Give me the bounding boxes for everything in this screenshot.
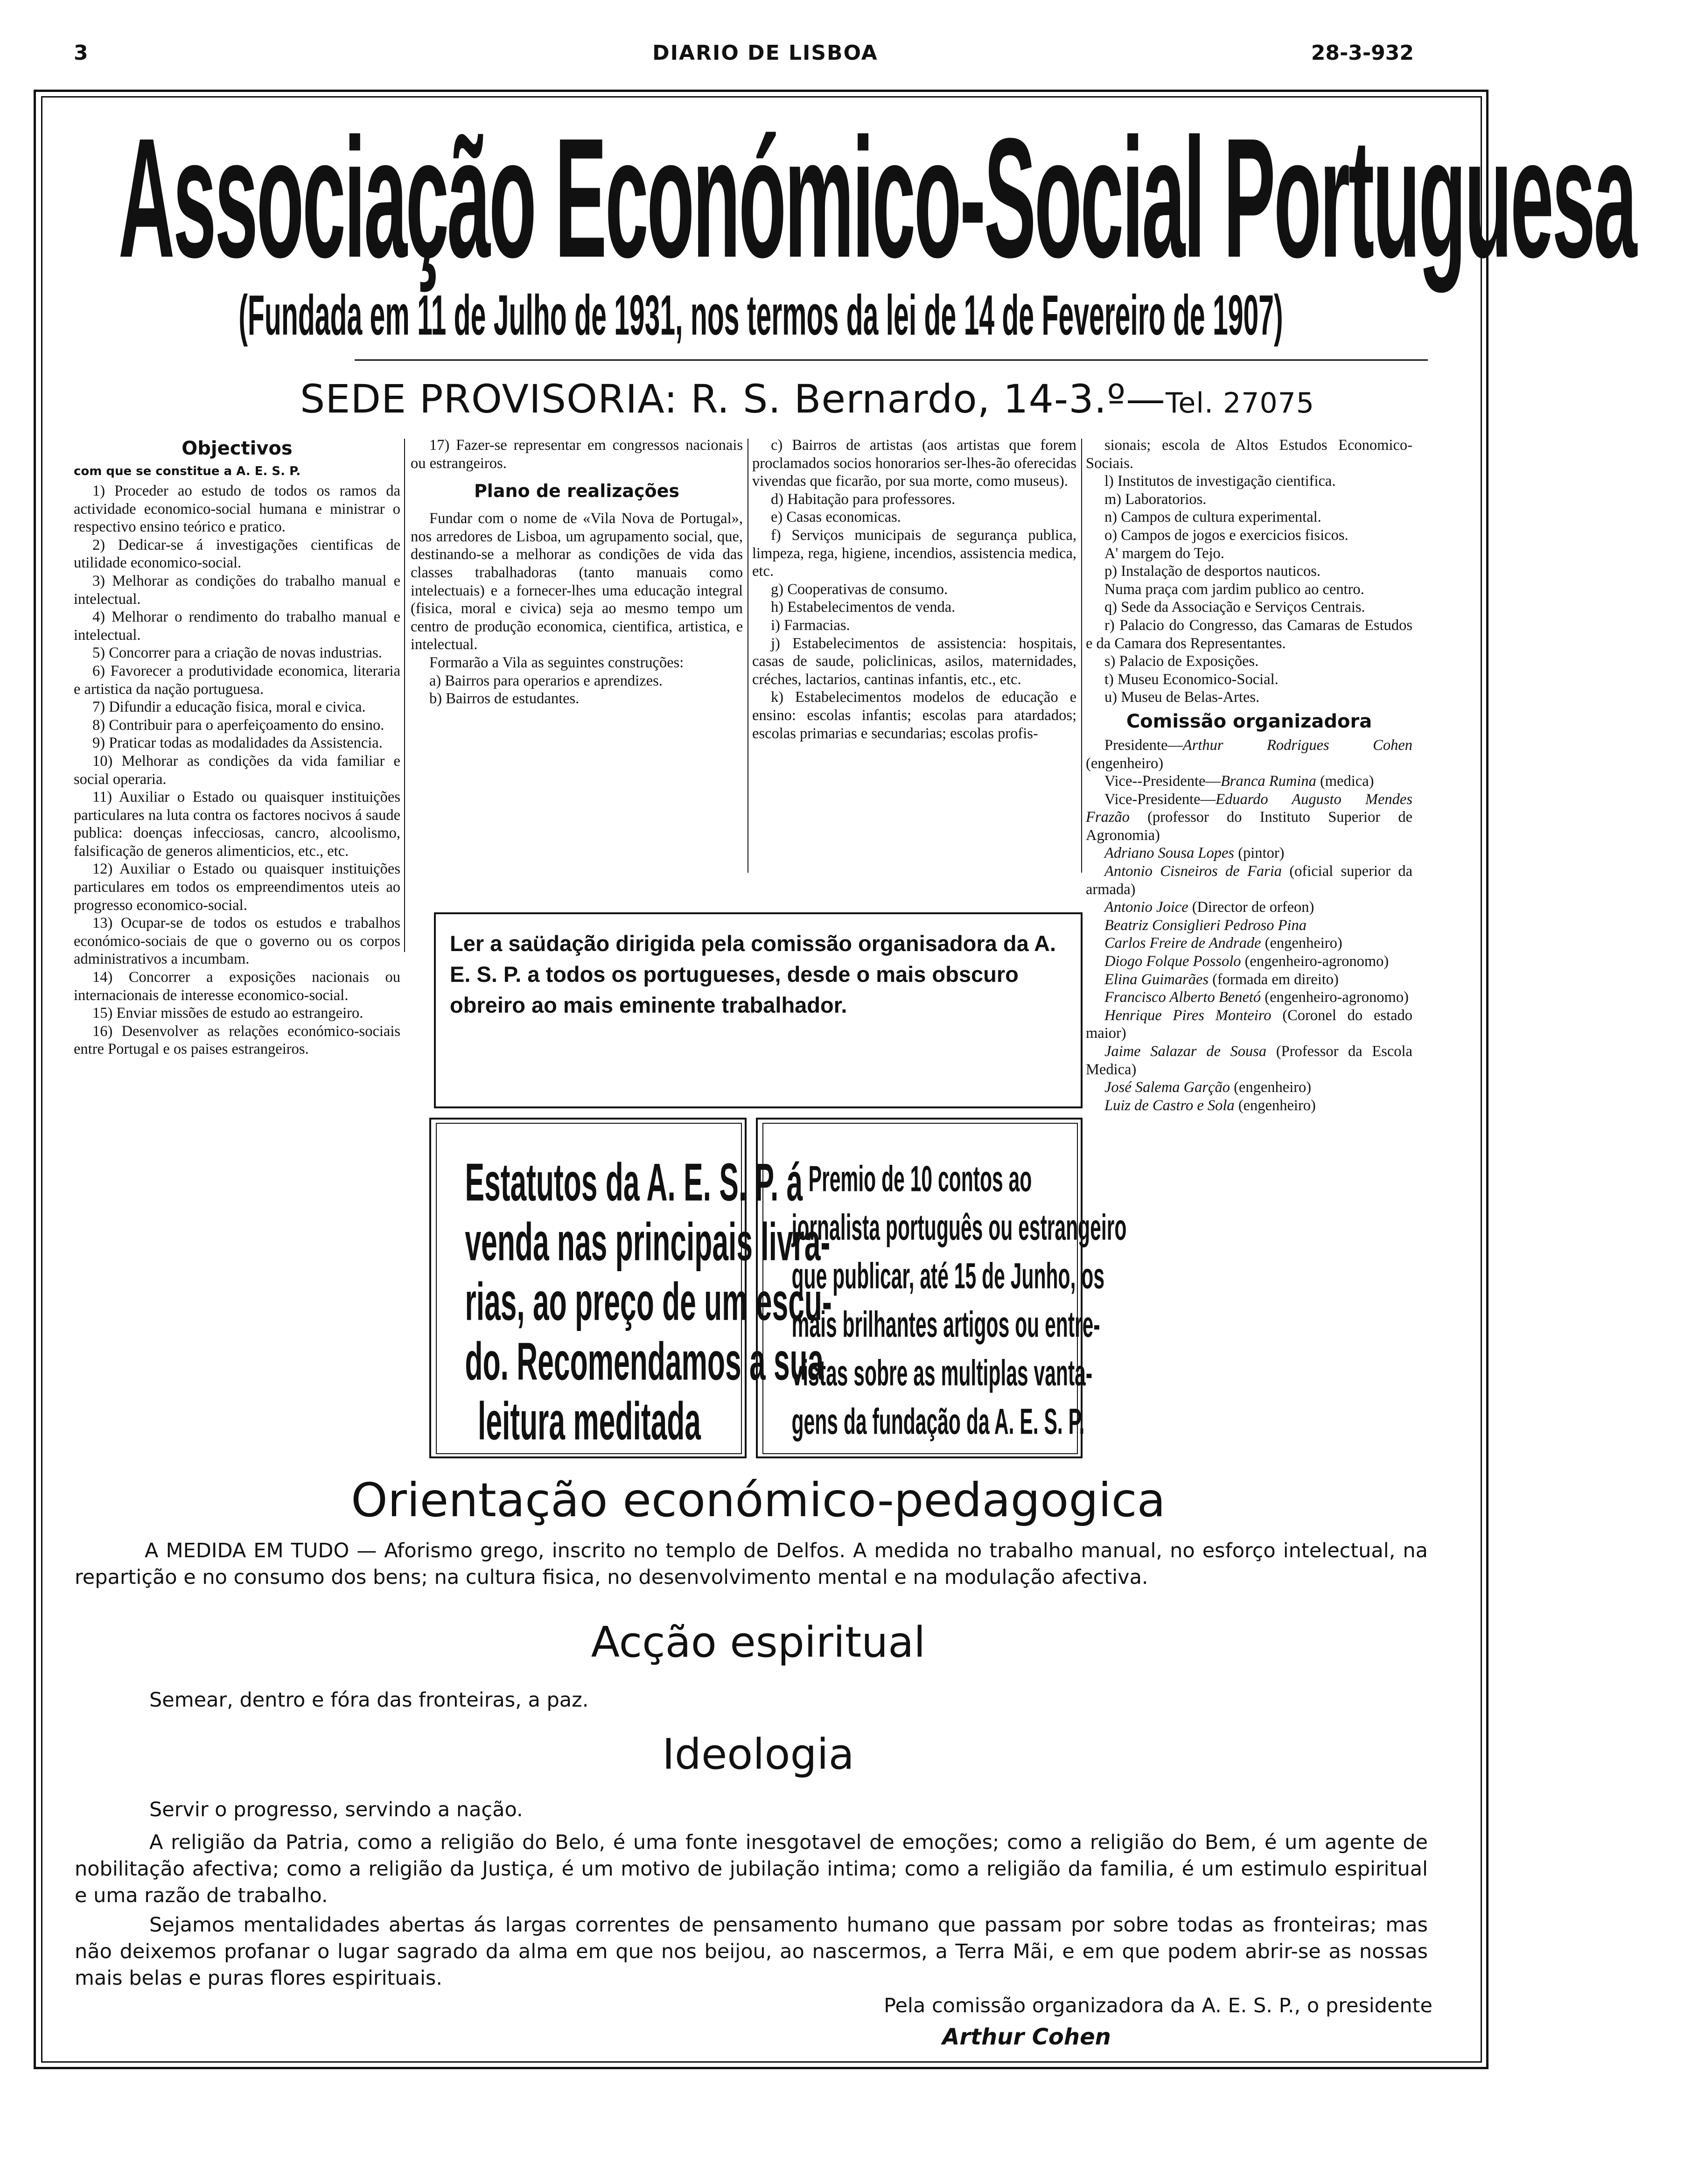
comissao-member	[1086, 1007, 1412, 1043]
list-item: 15) Enviar missões de estudo ao estrangeiro.	[92, 1005, 363, 1022]
list-item: b) Bairros de estudantes.	[429, 690, 580, 707]
list-item: 2) Dedicar-se á investigações cientificas de utilidade economico-social.	[74, 536, 400, 572]
member-note: (pintor)	[1234, 845, 1285, 862]
list-item: Numa praça com jardim publico ao centro.	[1104, 581, 1364, 598]
comissao-member	[1086, 934, 1412, 952]
box-line: do. Recomendamos a sua	[465, 1332, 824, 1392]
member-name: Antonio Joice	[1104, 899, 1188, 916]
signature-line: Pela comissão organizadora da A. E. S. P., o presidente	[884, 1994, 1432, 2017]
list-item: 3) Melhorar as condições do trabalho manual e intelectual.	[74, 572, 400, 608]
list-item: p) Instalação de desportos nauticos.	[1104, 563, 1321, 580]
subtitle-text: (Fundada em 11 de Julho de 1931, nos termos da lei de 14 de Fevereiro de 1907)	[238, 283, 1283, 347]
comissao-member	[1086, 736, 1412, 772]
member-name: Eduardo Augusto Mendes Frazão	[1086, 791, 1412, 826]
list-item: i) Farmacias.	[771, 616, 850, 634]
objectivos-list	[74, 482, 400, 1058]
page-number: 3	[74, 41, 88, 65]
member-name: Branca Rumina	[1220, 773, 1316, 790]
comissao-member	[1086, 862, 1412, 898]
comissao-member	[1086, 791, 1412, 845]
box-line: vistas sobre as multiplas vanta-	[791, 1353, 1093, 1394]
list-item: 11) Auxiliar o Estado ou quaisquer instituições particulares na luta contra os factores nocivos á saude publica: doenças infecciosas, cancro, alcoolismo, falsificação de generos alimenticios, etc., etc.	[74, 789, 400, 860]
list-item: Fundar com o nome de «Vila Nova de Portugal», nos arredores de Lisboa, um agrupamento social, que, destinando-se a melhorar as condições de vida das classes trabalhadoras (tanto manuais como intelectuais) e a fornecer-lhes uma educação integral (fisica, moral e civica) seja ao mesmo tempo um centro de produção economica, cientifica, artistica, e intelectual.	[411, 510, 743, 653]
list-item: 4) Melhorar o rendimento do trabalho manual e intelectual.	[74, 609, 400, 644]
list-item: l) Institutos de investigação cientifica.	[1104, 473, 1336, 490]
member-name: Jaime Salazar de Sousa	[1104, 1043, 1267, 1060]
list-item: m) Laboratorios.	[1104, 490, 1207, 508]
box-line: leitura meditada	[478, 1392, 701, 1451]
list-item: h) Estabelecimentos de venda.	[771, 599, 956, 616]
member-role: Vice-Presidente—	[1104, 791, 1216, 808]
plano-paragraphs	[411, 510, 743, 672]
list-item: 6) Favorecer a produtividade economica, literaria e artistica da nação portuguesa.	[74, 662, 400, 698]
member-name: Adriano Sousa Lopes	[1104, 845, 1235, 862]
member-name: Luiz de Castro e Sola	[1104, 1097, 1235, 1114]
headline	[70, 103, 1635, 293]
list-item: 9) Praticar todas as modalidades da Assistencia.	[92, 735, 383, 752]
member-note: (Coronel do estado maior)	[1086, 1007, 1412, 1042]
issue-date: 28-3-932	[1311, 41, 1414, 65]
construcoes-list	[752, 436, 1076, 742]
column-rule	[404, 439, 405, 952]
member-name: Carlos Freire de Andrade	[1104, 935, 1261, 952]
member-note: (formada em direito)	[1208, 971, 1339, 988]
box-line: jornalista português ou estrangeiro	[791, 1207, 1127, 1248]
list-item: 13) Ocupar-se de todos os estudos e trabalhos económico-sociais de que o governo ou os corpos administrativos a incumbam.	[74, 915, 400, 968]
box-line: Estatutos da A. E. S. P. á	[465, 1153, 803, 1212]
headline-text: Associação Económico-Social Portuguesa	[118, 103, 1635, 293]
accao-text: Semear, dentro e fóra das fronteiras, a paz.	[149, 1688, 589, 1712]
list-item: e) Casas economicas.	[771, 509, 901, 526]
list-item: t) Museu Economico-Social.	[1104, 671, 1279, 688]
orientacao-lead: A MEDIDA EM TUDO —	[145, 1539, 377, 1562]
box-line: mais brilhantes artigos ou entre-	[791, 1304, 1100, 1345]
subtitle	[177, 285, 1344, 345]
estatutos-box	[429, 1118, 832, 1458]
member-name: Diogo Folque Possolo	[1104, 953, 1241, 970]
list-item: d) Habitação para professores.	[771, 490, 956, 508]
newspaper-name: DIARIO DE LISBOA	[652, 41, 878, 65]
ideologia-p3: Sejamos mentalidades abertas ás largas correntes de pensamento humano que passam por sobre todas as fronteiras; mas não deixemos profanar o lugar sagrado da alma em que nos beijou, ao nascermos, a Terra Mãi, e em que podem abrir-se as nossas mais belas e puras flores espirituais.	[75, 1913, 1428, 1990]
list-item: 7) Difundir a educação fisica, moral e civica.	[92, 699, 366, 716]
member-note: (medica)	[1316, 773, 1374, 790]
member-role: Presidente—	[1104, 736, 1183, 754]
accao-title: Acção espiritual	[591, 1618, 926, 1667]
member-note: (engenheiro-agronomo)	[1241, 953, 1389, 970]
member-name: José Salema Garção	[1104, 1079, 1230, 1096]
objectivos-heading: Objectivos	[182, 438, 293, 459]
member-role: Vice--Presidente—	[1104, 773, 1221, 790]
ideologia-title: Ideologia	[662, 1730, 854, 1779]
construcoes-list-cont	[1086, 436, 1412, 707]
member-name: Beatriz Consiglieri Pedroso Pina	[1104, 917, 1307, 934]
list-item: 1) Proceder ao estudo de todos os ramos da actividade economico-social humana e ministrar o respectivo ensino teórico e pratico.	[74, 483, 400, 536]
comissao-column	[1086, 436, 1412, 1463]
orientacao-text	[75, 1538, 1428, 1591]
list-item: 17) Fazer-se representar em congressos nacionais ou estrangeiros.	[411, 437, 743, 472]
signature-name: Arthur Cohen	[942, 2024, 1111, 2050]
list-item: c) Bairros de artistas (aos artistas que forem proclamados socios honorarios ser-lhes-ão oferecidas vivendas que ficarão, por sua morte, como museus).	[752, 437, 1076, 490]
comissao-heading: Comissão organizadora	[1126, 710, 1372, 732]
list-item: n) Campos de cultura experimental.	[1104, 509, 1321, 526]
premio-text	[763, 1143, 1127, 1442]
comissao-members	[1086, 736, 1412, 1114]
list-item: 8) Contribuir para o aperfeiçoamento do ensino.	[92, 716, 384, 734]
comissao-member	[1086, 844, 1412, 862]
orientacao-title: Orientação económico-pedagogica	[351, 1473, 1166, 1527]
comissao-member	[1086, 898, 1412, 917]
saudacao-text: Ler a saüdação dirigida pela comissão organisadora da A. E. S. P. a todos os portugueses, desde o mais obscuro obreiro ao mais eminente trabalhador.	[450, 931, 1056, 1017]
comissao-member	[1086, 952, 1412, 971]
objectivos-subheading: com que se constitue a A. E. S. P.	[74, 464, 301, 478]
list-item: 14) Concorrer a exposições nacionais ou internacionais de interesse economico-social.	[74, 969, 400, 1004]
sede-address: SEDE PROVISORIA: R. S. Bernardo, 14-3.º—	[300, 376, 1166, 422]
divider-rule	[355, 359, 1428, 361]
sede-tel: Tel. 27075	[1165, 387, 1315, 420]
member-name: Francisco Alberto Benetó	[1104, 989, 1261, 1006]
box-line: rias, ao preço de um escu-	[465, 1272, 832, 1332]
objectivos-column	[74, 436, 400, 1472]
ideologia-p2: A religião da Patria, como a religião do Belo, é uma fonte inesgotavel de emoções; como a religião do Bem, é um agente de nobilitação afectiva; como a religião da Justiça, é um motivo de jubilação intima; como a religião da familia, é um estimulo espiritual e uma razão de trabalho.	[75, 1831, 1428, 1907]
list-item: r) Palacio do Congresso, das Camaras de Estudos e da Camara dos Representantes.	[1086, 616, 1412, 652]
estatutos-text	[438, 1138, 832, 1451]
saudacao-box	[434, 912, 1083, 1108]
orientacao-body: Aforismo grego, inscrito no templo de Delfos. A medida no trabalho manual, no esforço intelectual, na repartição e no consumo dos bens; na cultura fisica, no desenvolvimento mental e na modulação afectiva.	[75, 1539, 1428, 1589]
comissao-member	[1086, 971, 1412, 989]
plano-list	[411, 672, 743, 708]
member-name: Arthur Rodrigues Cohen	[1182, 736, 1412, 754]
list-item: o) Campos de jogos e exercicios fisicos.	[1104, 526, 1349, 544]
ideologia-p1: Servir o progresso, servindo a nação.	[149, 1798, 523, 1821]
list-item: 5) Concorrer para a criação de novas industrias.	[92, 644, 382, 662]
list-item: f) Serviços municipais de segurança publica, limpeza, rega, higiene, incendios, assistencia medica, etc.	[752, 526, 1076, 580]
comissao-member	[1086, 1078, 1412, 1097]
member-note: (engenheiro)	[1086, 755, 1164, 772]
list-item: j) Estabelecimentos de assistencia: hospitais, casas de saude, policlinicas, asilos, maternidades, créches, lactarios, cantinas infantis, etc., etc.	[752, 635, 1076, 688]
member-note: (engenheiro-agronomo)	[1261, 989, 1409, 1006]
box-line: Premio de 10 contos ao	[808, 1159, 1032, 1200]
list-item: q) Sede da Associação e Serviços Centrais.	[1104, 599, 1365, 616]
list-item: sionais; escola de Altos Estudos Economico-Sociais.	[1086, 437, 1412, 472]
list-item: Formarão a Vila as seguintes construções:	[429, 654, 684, 671]
list-item: 10) Melhorar as condições da vida familiar e social operaria.	[74, 752, 400, 788]
comissao-member	[1086, 917, 1412, 935]
premio-box	[756, 1118, 1127, 1458]
member-note: (professor do Instituto Superior de Agronomia)	[1086, 809, 1412, 844]
box-line: que publicar, até 15 de Junho, os	[791, 1256, 1105, 1297]
list-item: u) Museu de Belas-Artes.	[1104, 689, 1260, 706]
member-name: Antonio Cisneiros de Faria	[1104, 863, 1282, 880]
list-item: 16) Desenvolver as relações económico-sociais entre Portugal e os paises estrangeiros.	[74, 1022, 400, 1058]
comissao-member	[1086, 988, 1412, 1007]
list-item: g) Cooperativas de consumo.	[771, 581, 948, 598]
comissao-member	[1086, 1097, 1412, 1115]
member-note: (engenheiro)	[1261, 935, 1342, 952]
comissao-member	[1086, 772, 1412, 791]
member-note: (oficial superior da armada)	[1086, 863, 1412, 898]
comissao-member	[1086, 1043, 1412, 1078]
member-note: (Professor da Escola Medica)	[1086, 1043, 1412, 1078]
list-item: s) Palacio de Exposições.	[1104, 653, 1259, 670]
sede-line	[159, 373, 1456, 425]
list-item: a) Bairros para operarios e aprendizes.	[429, 672, 663, 689]
member-note: (Director de orfeon)	[1188, 899, 1314, 916]
column-rule	[1081, 439, 1082, 873]
list-item: 12) Auxiliar o Estado ou quaisquer instituições particulares em todos os empreendimentos uteis ao progresso economico-social.	[74, 861, 400, 914]
member-name: Elina Guimarães	[1104, 971, 1209, 988]
box-line: gens da fundação da A. E. S. P.	[791, 1401, 1085, 1442]
member-note: (engenheiro)	[1234, 1097, 1316, 1114]
member-name: Henrique Pires Monteiro	[1104, 1007, 1272, 1024]
list-item: k) Estabelecimentos modelos de educação e ensino: escolas infantis; escolas para atardados; escolas primarias e secundarias; escolas profis-	[752, 689, 1076, 742]
list-item: A' margem do Tejo.	[1104, 545, 1224, 562]
member-note: (engenheiro)	[1230, 1079, 1312, 1096]
construcoes-column	[752, 436, 1076, 880]
plano-column	[411, 436, 743, 880]
box-line: venda nas principais livra-	[465, 1212, 831, 1272]
plano-heading: Plano de realizações	[474, 481, 680, 502]
